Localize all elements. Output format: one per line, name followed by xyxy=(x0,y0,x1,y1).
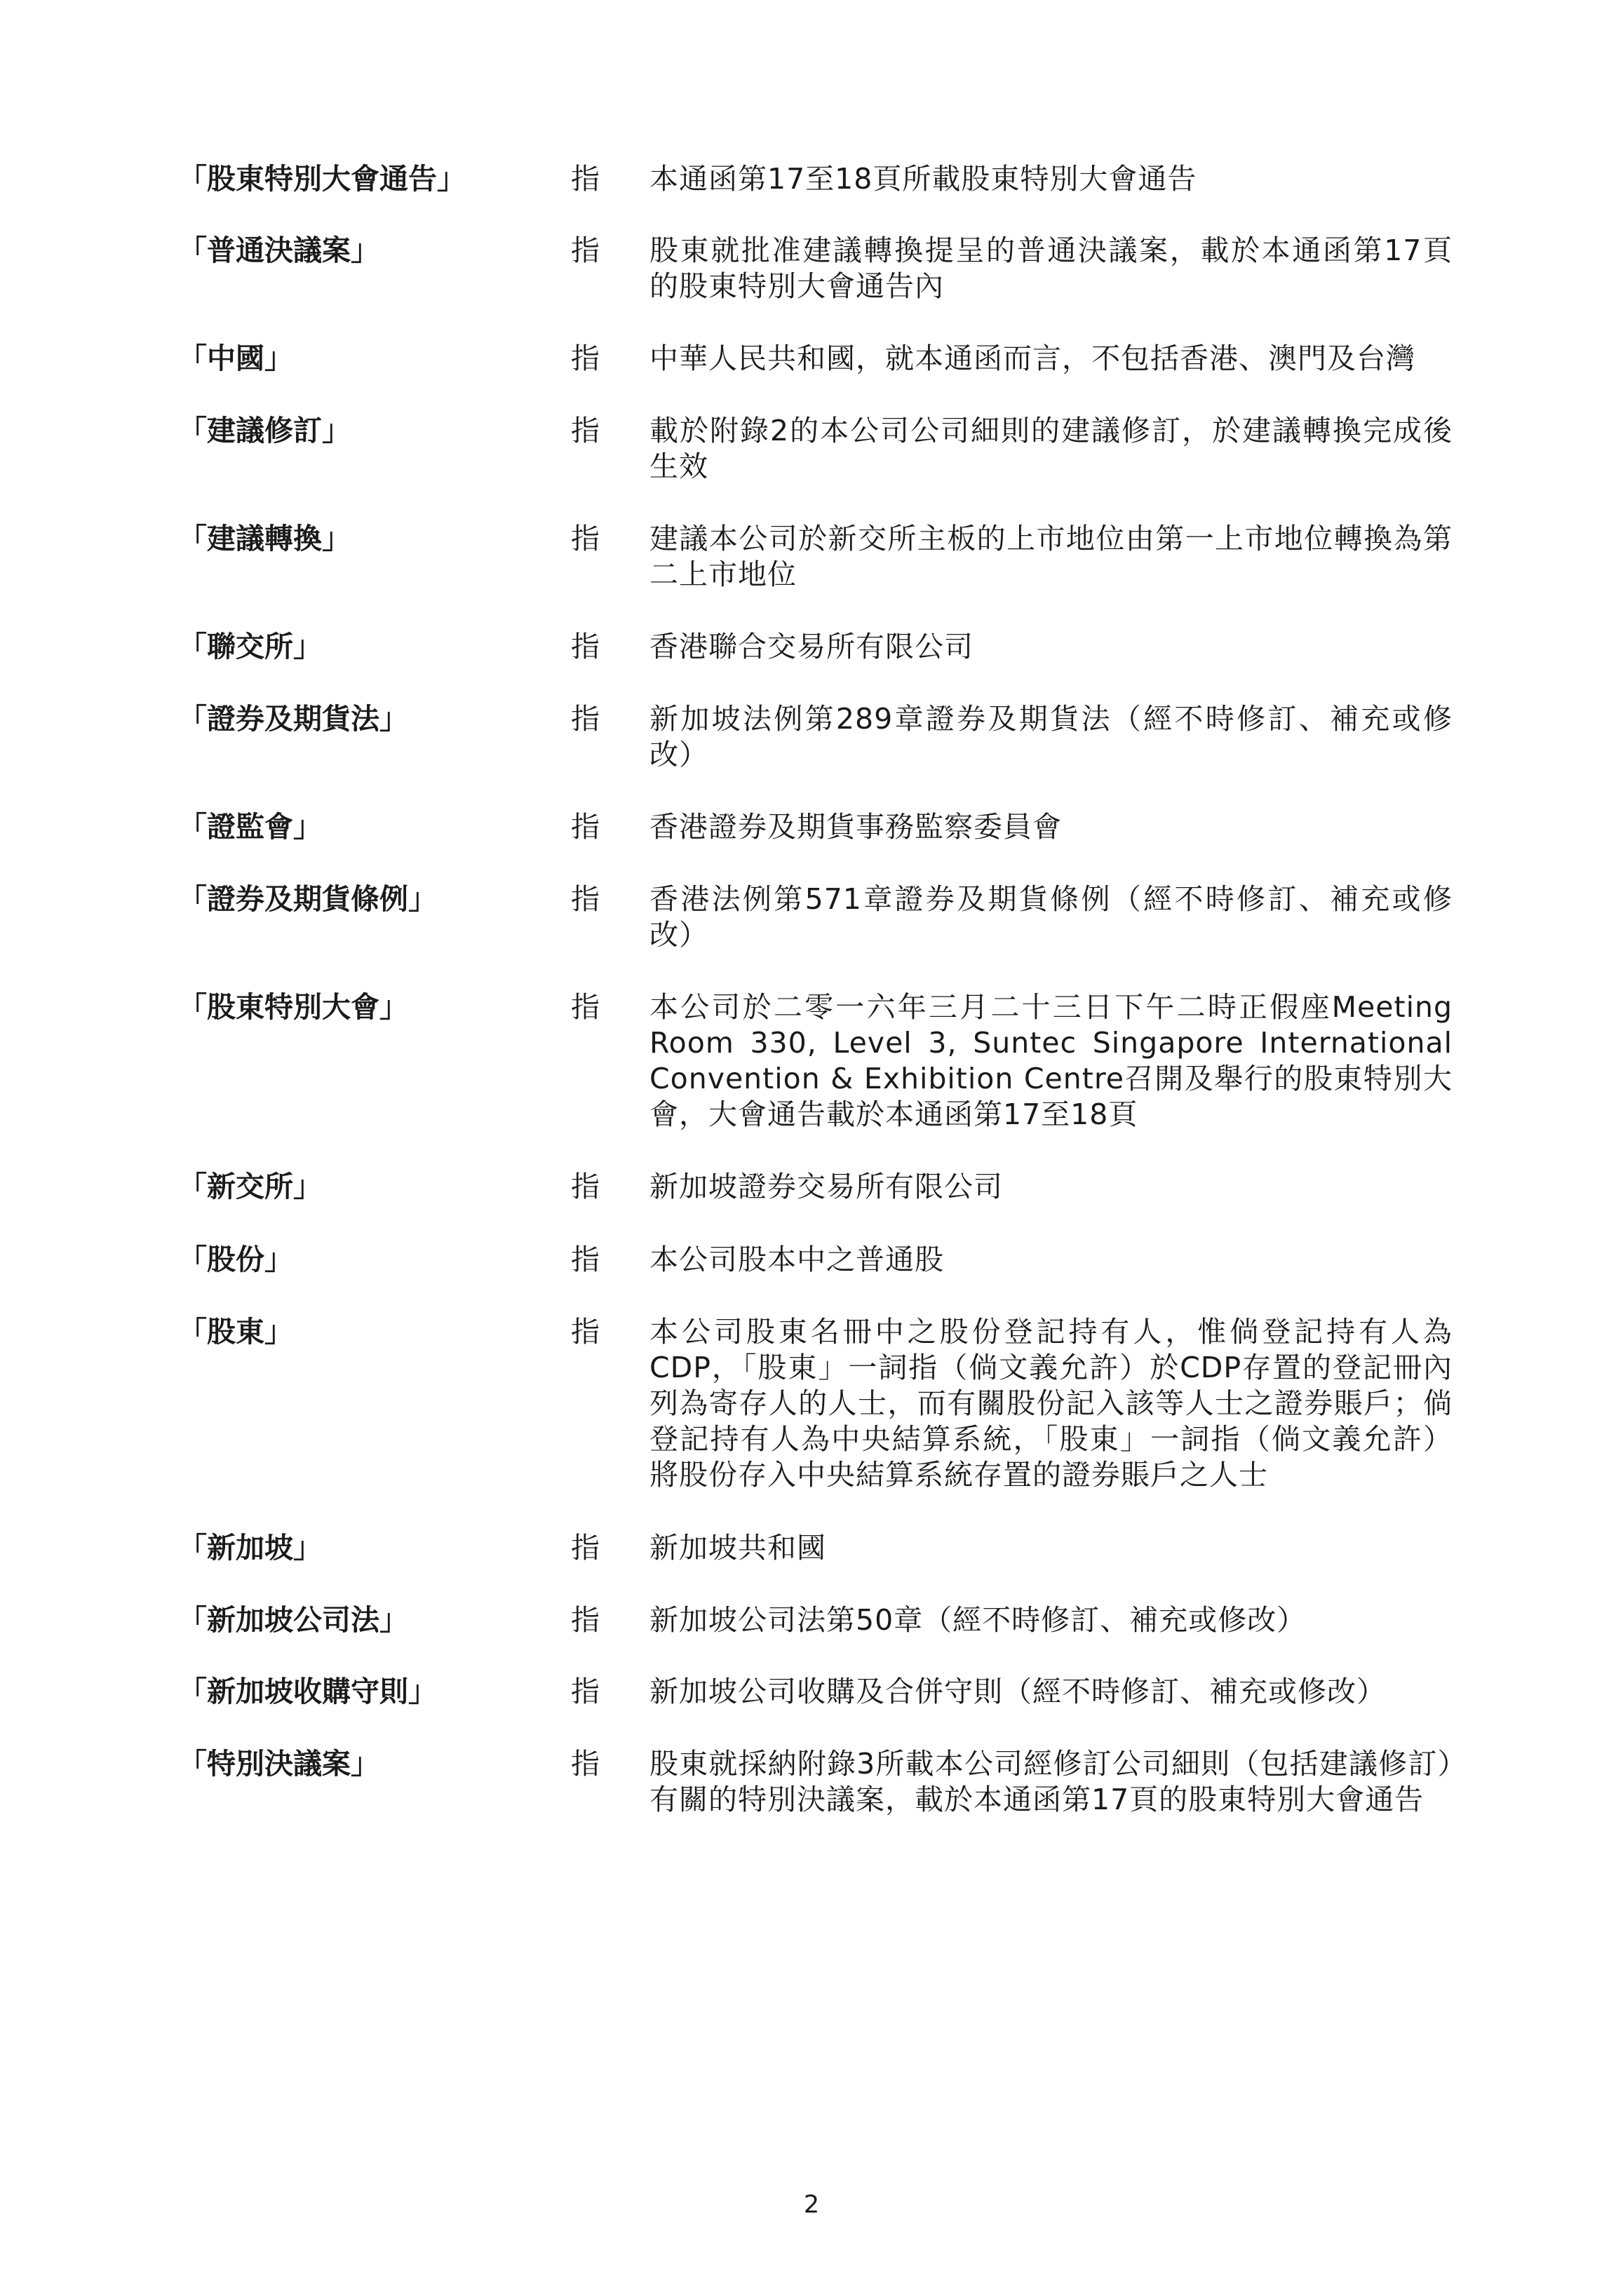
definition-text: 本公司於二零一六年三月二十三日下午二時正假座Meeting Room 330, Level 3, Suntec Singapore International Convention & Exhibition Centre召開及舉行的股東特別大會，大會通告載於本通函第17至18頁 xyxy=(649,990,1453,1131)
definition-text: 本通函第17至18頁所載股東特別大會通告 xyxy=(649,162,1197,196)
definition-text: 建議本公司於新交所主板的上市地位由第一上市地位轉換為第二上市地位 xyxy=(649,522,1453,591)
definition-text: 載於附錄2的本公司公司細則的建議修訂，於建議轉換完成後生效 xyxy=(649,414,1453,483)
definition-text: 香港聯合交易所有限公司 xyxy=(649,630,974,663)
definition-term: 「新加坡收購守則」 xyxy=(178,1675,437,1708)
definition-term: 「建議修訂」 xyxy=(178,414,351,447)
means-label: 指 xyxy=(571,702,600,736)
means-label: 指 xyxy=(571,162,600,196)
definition-term: 「股東」 xyxy=(178,1315,293,1349)
definition-text: 新加坡法例第289章證券及期貨法（經不時修訂、補充或修改） xyxy=(649,702,1453,771)
means-label: 指 xyxy=(571,1603,600,1637)
definition-text: 股東就採納附錄3所載本公司經修訂公司細則（包括建議修訂）有關的特別決議案，載於本通函第17頁的股東特別大會通告 xyxy=(649,1747,1453,1816)
means-label: 指 xyxy=(571,1675,600,1708)
definition-term: 「普通決議案」 xyxy=(178,234,379,267)
definition-text: 香港法例第571章證券及期貨條例（經不時修訂、補充或修改） xyxy=(649,882,1453,952)
means-label: 指 xyxy=(571,1531,600,1565)
means-label: 指 xyxy=(571,234,600,267)
page-number: 2 xyxy=(803,2191,820,2219)
means-label: 指 xyxy=(571,882,600,916)
definition-text: 新加坡公司法第50章（經不時修訂、補充或修改） xyxy=(649,1603,1307,1637)
definition-term: 「股份」 xyxy=(178,1243,293,1276)
means-label: 指 xyxy=(571,1243,600,1276)
definition-term: 「中國」 xyxy=(178,342,293,375)
means-label: 指 xyxy=(571,1170,600,1203)
definition-text: 新加坡證券交易所有限公司 xyxy=(649,1170,1003,1203)
definition-term: 「新交所」 xyxy=(178,1170,322,1203)
definition-term: 「聯交所」 xyxy=(178,630,322,663)
definition-term: 「股東特別大會」 xyxy=(178,990,408,1024)
means-label: 指 xyxy=(571,1315,600,1349)
definition-text: 本公司股東名冊中之股份登記持有人，惟倘登記持有人為CDP，「股東」一詞指（倘文義允許）於CDP存置的登記冊內列為寄存人的人士，而有關股份記入該等人士之證券賬戶；倘登記持有人為中央結算系統，「股東」一詞指（倘文義允許）將股份存入中央結算系統存置的證券賬戶之人士 xyxy=(649,1315,1453,1492)
means-label: 指 xyxy=(571,630,600,663)
means-label: 指 xyxy=(571,990,600,1024)
definition-term: 「股東特別大會通告」 xyxy=(178,162,466,196)
definition-term: 「證券及期貨法」 xyxy=(178,702,408,736)
means-label: 指 xyxy=(571,522,600,555)
definition-text: 本公司股本中之普通股 xyxy=(649,1243,944,1276)
definition-text: 香港證券及期貨事務監察委員會 xyxy=(649,810,1062,844)
definition-text: 中華人民共和國，就本通函而言，不包括香港、澳門及台灣 xyxy=(649,342,1415,375)
definition-text: 新加坡公司收購及合併守則（經不時修訂、補充或修改） xyxy=(649,1675,1386,1708)
means-label: 指 xyxy=(571,414,600,447)
definition-term: 「新加坡公司法」 xyxy=(178,1603,408,1637)
definition-term: 「證監會」 xyxy=(178,810,322,844)
definition-term: 「新加坡」 xyxy=(178,1531,322,1565)
means-label: 指 xyxy=(571,342,600,375)
definition-term: 「建議轉換」 xyxy=(178,522,351,555)
means-label: 指 xyxy=(571,810,600,844)
definition-text: 股東就批准建議轉換提呈的普通決議案，載於本通函第17頁的股東特別大會通告內 xyxy=(649,234,1453,303)
definition-term: 「特別決議案」 xyxy=(178,1747,379,1781)
means-label: 指 xyxy=(571,1747,600,1781)
definition-text: 新加坡共和國 xyxy=(649,1531,826,1565)
definition-term: 「證券及期貨條例」 xyxy=(178,882,437,916)
